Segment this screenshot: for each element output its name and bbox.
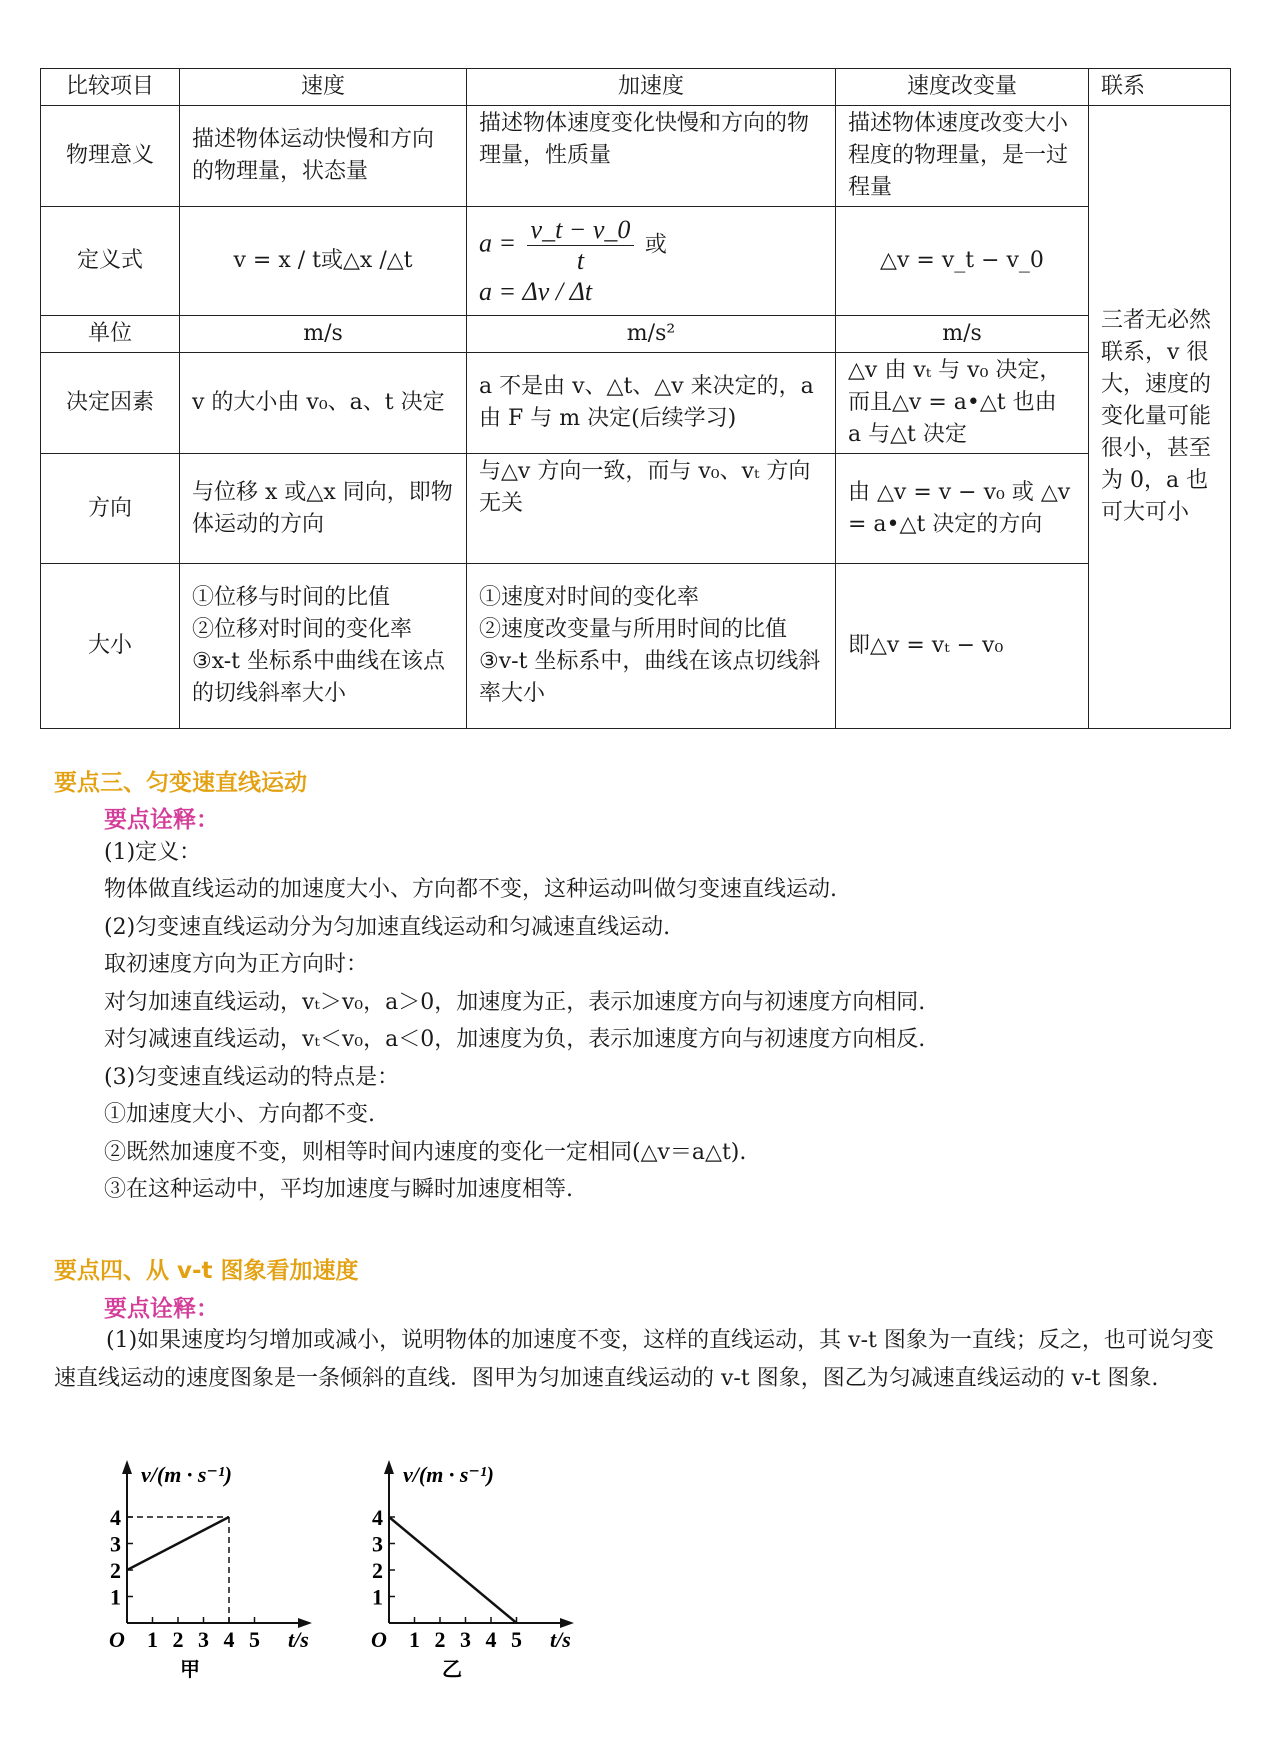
formula-cell (467, 207, 836, 316)
table-cell: △v = v_t − v_0 (836, 207, 1089, 316)
row-label: 大小 (41, 564, 180, 729)
table-row (41, 454, 1231, 564)
y-tick-label: 1 (372, 1584, 383, 1610)
y-axis-arrow (384, 1460, 394, 1474)
y-axis-label: v/(m · s⁻¹) (141, 1462, 232, 1487)
row-label: 定义式 (41, 207, 180, 316)
y-axis-arrow (122, 1460, 132, 1474)
x-tick-label: 1 (147, 1627, 158, 1652)
text-line: ③在这种运动中，平均加速度与瞬时加速度相等. (104, 1177, 573, 1202)
origin-label: O (371, 1627, 387, 1652)
y-tick-label: 4 (110, 1505, 121, 1530)
y-tick-label: 1 (110, 1584, 121, 1610)
text-line: 对匀加速直线运动，vₜ＞v₀，a＞0，加速度为正，表示加速度方向与初速度方向相同. (104, 990, 926, 1015)
header-cell: 速度 (180, 69, 467, 106)
series-line (389, 1517, 517, 1623)
table-row (41, 106, 1231, 207)
x-tick-label: 5 (511, 1627, 522, 1652)
fraction (527, 215, 635, 276)
text-line: 对匀减速直线运动，vₜ＜v₀，a＜0，加速度为负，表示加速度方向与初速度方向相反. (104, 1027, 926, 1052)
text-line: (3)匀变速直线运动的特点是： (104, 1065, 400, 1090)
formula-lhs: a = (479, 227, 517, 257)
table-cell: 描述物体速度变化快慢和方向的物理量，性质量 (467, 106, 836, 207)
relation-cell: 三者无必然联系，v 很大，速度的变化量可能很小，甚至为 0，a 也可大可小 (1089, 106, 1231, 729)
list-item: ①速度对时间的变化率 (479, 585, 700, 610)
chart-yi (362, 1452, 602, 1686)
section-subtitle: 要点诠释： (104, 807, 219, 833)
table-row (41, 316, 1231, 353)
row-label: 方向 (41, 454, 180, 564)
table-cell: 与△v 方向一致，而与 v₀、vₜ 方向无关 (467, 454, 836, 564)
x-axis-label: t/s (550, 1627, 571, 1652)
row-label: 决定因素 (41, 353, 180, 454)
fraction-denominator: t (576, 245, 585, 275)
section-title: 要点四、从 v-t 图象看加速度 (54, 1258, 359, 1284)
y-tick-label: 2 (110, 1558, 121, 1583)
x-axis-label: t/s (288, 1627, 309, 1652)
table-cell: v = x / t或△x /△t (180, 207, 467, 316)
table-cell: 与位移 x 或△x 同向，即物体运动的方向 (180, 454, 467, 564)
chart-caption: 甲 (180, 1659, 200, 1681)
text-line: 取初速度方向为正方向时： (104, 952, 369, 977)
text-line: ①加速度大小、方向都不变. (104, 1102, 375, 1127)
table-cell: v 的大小由 v₀、a、t 决定 (180, 353, 467, 454)
table-cell (180, 564, 467, 729)
chart-jia (100, 1452, 340, 1686)
section-subtitle: 要点诠释： (104, 1296, 219, 1322)
text-line: ②既然加速度不变，则相等时间内速度的变化一定相同(△v＝a△t). (104, 1140, 747, 1165)
x-tick-label: 5 (249, 1627, 260, 1652)
x-tick-label: 4 (485, 1627, 497, 1652)
table-header-row (41, 69, 1231, 106)
table-cell: a 不是由 v、△t、△v 来决定的，a 由 F 与 m 决定(后续学习) (467, 353, 836, 454)
list-item: ③v-t 坐标系中，曲线在该点切线斜率大小 (479, 649, 821, 706)
y-tick-label: 3 (110, 1531, 121, 1557)
y-tick-label: 2 (372, 1558, 383, 1583)
table-cell: 描述物体速度改变大小程度的物理量，是一过程量 (836, 106, 1089, 207)
table-cell: 描述物体运动快慢和方向的物理量，状态量 (180, 106, 467, 207)
header-cell: 加速度 (467, 69, 836, 106)
list-item: ①位移与时间的比值 (192, 585, 391, 610)
or-text: 或 (644, 230, 667, 256)
header-cell: 联系 (1089, 69, 1231, 106)
table-row (41, 353, 1231, 454)
chart-svg (100, 1452, 340, 1682)
header-cell: 速度改变量 (836, 69, 1089, 106)
origin-label: O (109, 1627, 125, 1652)
table-cell: 由 △v = v − v₀ 或 △v = a•△t 决定的方向 (836, 454, 1089, 564)
y-tick-label: 4 (372, 1505, 383, 1530)
x-tick-label: 2 (172, 1627, 184, 1652)
table-row (41, 564, 1231, 729)
accel-formula-2: a = Δv / Δt (479, 276, 593, 306)
accel-formula (479, 215, 823, 276)
text-line: (2)匀变速直线运动分为匀加速直线运动和匀减速直线运动. (104, 915, 671, 940)
x-tick-label: 3 (198, 1627, 209, 1652)
table-cell (467, 564, 836, 729)
y-axis-label: v/(m · s⁻¹) (403, 1462, 494, 1487)
row-label: 单位 (41, 316, 180, 353)
chart-svg (362, 1452, 602, 1682)
x-tick-label: 1 (409, 1627, 420, 1652)
comparison-table (40, 68, 1231, 729)
text-line: (1)定义： (104, 840, 202, 865)
table-cell: m/s² (467, 316, 836, 353)
chart-caption: 乙 (442, 1659, 462, 1681)
text-line: 物体做直线运动的加速度大小、方向都不变，这种运动叫做匀变速直线运动. (104, 877, 837, 902)
x-tick-label: 4 (223, 1627, 235, 1652)
section-title: 要点三、匀变速直线运动 (54, 770, 307, 796)
series-line (127, 1517, 229, 1570)
x-tick-label: 2 (434, 1627, 446, 1652)
list-item: ③x-t 坐标系中曲线在该点的切线斜率大小 (192, 649, 446, 706)
table-cell: 即△v = vₜ − v₀ (836, 564, 1089, 729)
table-cell: △v 由 vₜ 与 v₀ 决定，而且△v = a•△t 也由 a 与△t 决定 (836, 353, 1089, 454)
list-item: ②位移对时间的变化率 (192, 617, 413, 642)
list-item: ②速度改变量与所用时间的比值 (479, 617, 788, 642)
fraction-numerator: v_t − v_0 (527, 215, 635, 246)
row-label: 物理意义 (41, 106, 180, 207)
table-row (41, 207, 1231, 316)
header-cell: 比较项目 (41, 69, 180, 106)
table-cell: m/s (180, 316, 467, 353)
y-tick-label: 3 (372, 1531, 383, 1557)
table-cell: m/s (836, 316, 1089, 353)
paragraph: (1)如果速度均匀增加或减小，说明物体的加速度不变，这样的直线运动，其 v-t 图象为一直线；反之，也可说匀变速直线运动的速度图象是一条倾斜的直线．图甲为匀加速直线运动的 v-t 图象，图乙为匀减速直线运动的 v-t 图象. (54, 1328, 1214, 1391)
x-tick-label: 3 (460, 1627, 471, 1652)
